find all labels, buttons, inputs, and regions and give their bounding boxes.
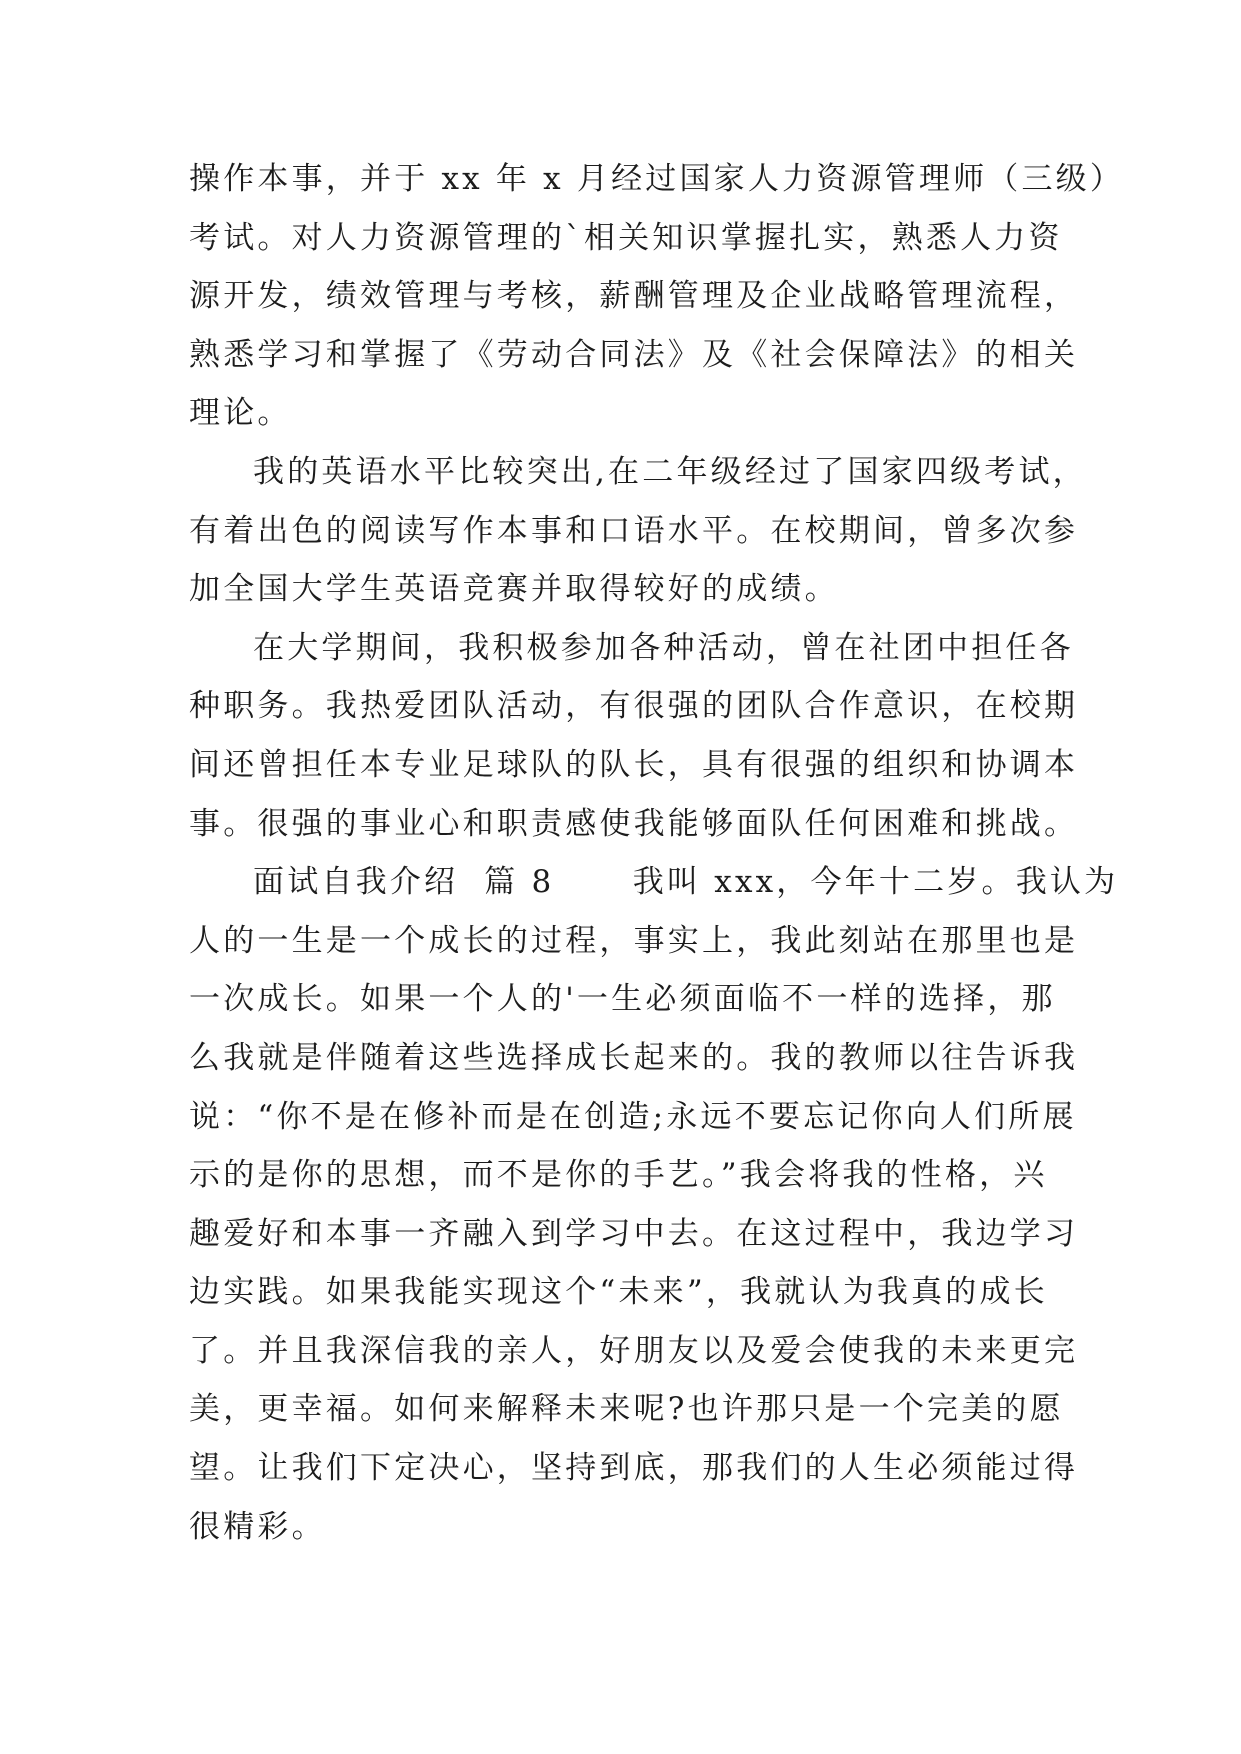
text-line: 说：“你不是在修补而是在创造;永远不要忘记你向人们所展 [189,1098,1077,1135]
paragraph-university-activities [189,619,1089,853]
text-line: 望。让我们下定决心，坚持到底，那我们的人生必须能过得 [189,1450,1079,1487]
text-line: 间还曾担任本专业足球队的队长，具有很强的组织和协调本 [189,746,1079,783]
paragraph-english-level [189,443,1089,619]
text-line: 么我就是伴随着这些选择成长起来的。我的教师以往告诉我 [189,1039,1079,1076]
text-line: 加全国大学生英语竞赛并取得较好的成绩。 [189,571,839,608]
text-line: 理论。 [189,395,292,432]
paragraph-hr-certification [189,150,1125,443]
paragraph-self-introduction-8 [189,853,1119,1556]
text-line: 一次成长。如果一个人的'一生必须面临不一样的选择，那 [189,981,1056,1018]
document-body [189,150,1125,1556]
text-line: 示的是你的思想，而不是你的手艺。”我会将我的性格，兴 [189,1157,1048,1194]
text-line: 趣爱好和本事一齐融入到学习中去。在这过程中，我边学习 [189,1215,1079,1252]
text-line: 美，更幸福。如何来解释未来呢?也许那只是一个完美的愿 [189,1391,1064,1428]
text-line: 操作本事，并于 xx 年 x 月经过国家人力资源管理师（三级） [189,161,1125,197]
text-line: 事。很强的事业心和职责感使我能够面队任何困难和挑战。 [189,805,1079,842]
text-line: 在大学期间，我积极参加各种活动，曾在社团中担任各 [253,629,1074,666]
text-line: 熟悉学习和掌握了《劳动合同法》及《社会保障法》的相关 [189,336,1079,373]
text-line: 面试自我介绍 篇 8 我叫 xxx，今年十二岁。我认为 [253,864,1119,901]
text-line: 边实践。如果我能实现这个“未来”，我就认为我真的成长 [189,1274,1048,1311]
text-line: 种职务。我热爱团队活动，有很强的团队合作意识，在校期 [189,688,1079,725]
text-line: 很精彩。 [189,1508,326,1545]
text-line: 人的一生是一个成长的过程，事实上，我此刻站在那里也是 [189,922,1079,959]
text-line: 考试。对人力资源管理的`相关知识掌握扎实，熟悉人力资 [189,219,1063,256]
text-line: 了。并且我深信我的亲人，好朋友以及爱会使我的未来更完 [189,1332,1079,1369]
text-line: 源开发，绩效管理与考核，薪酬管理及企业战略管理流程， [189,278,1079,315]
text-line: 我的英语水平比较突出,在二年级经过了国家四级考试， [253,453,1087,490]
text-line: 有着出色的阅读写作本事和口语水平。在校期间，曾多次参 [189,512,1079,549]
